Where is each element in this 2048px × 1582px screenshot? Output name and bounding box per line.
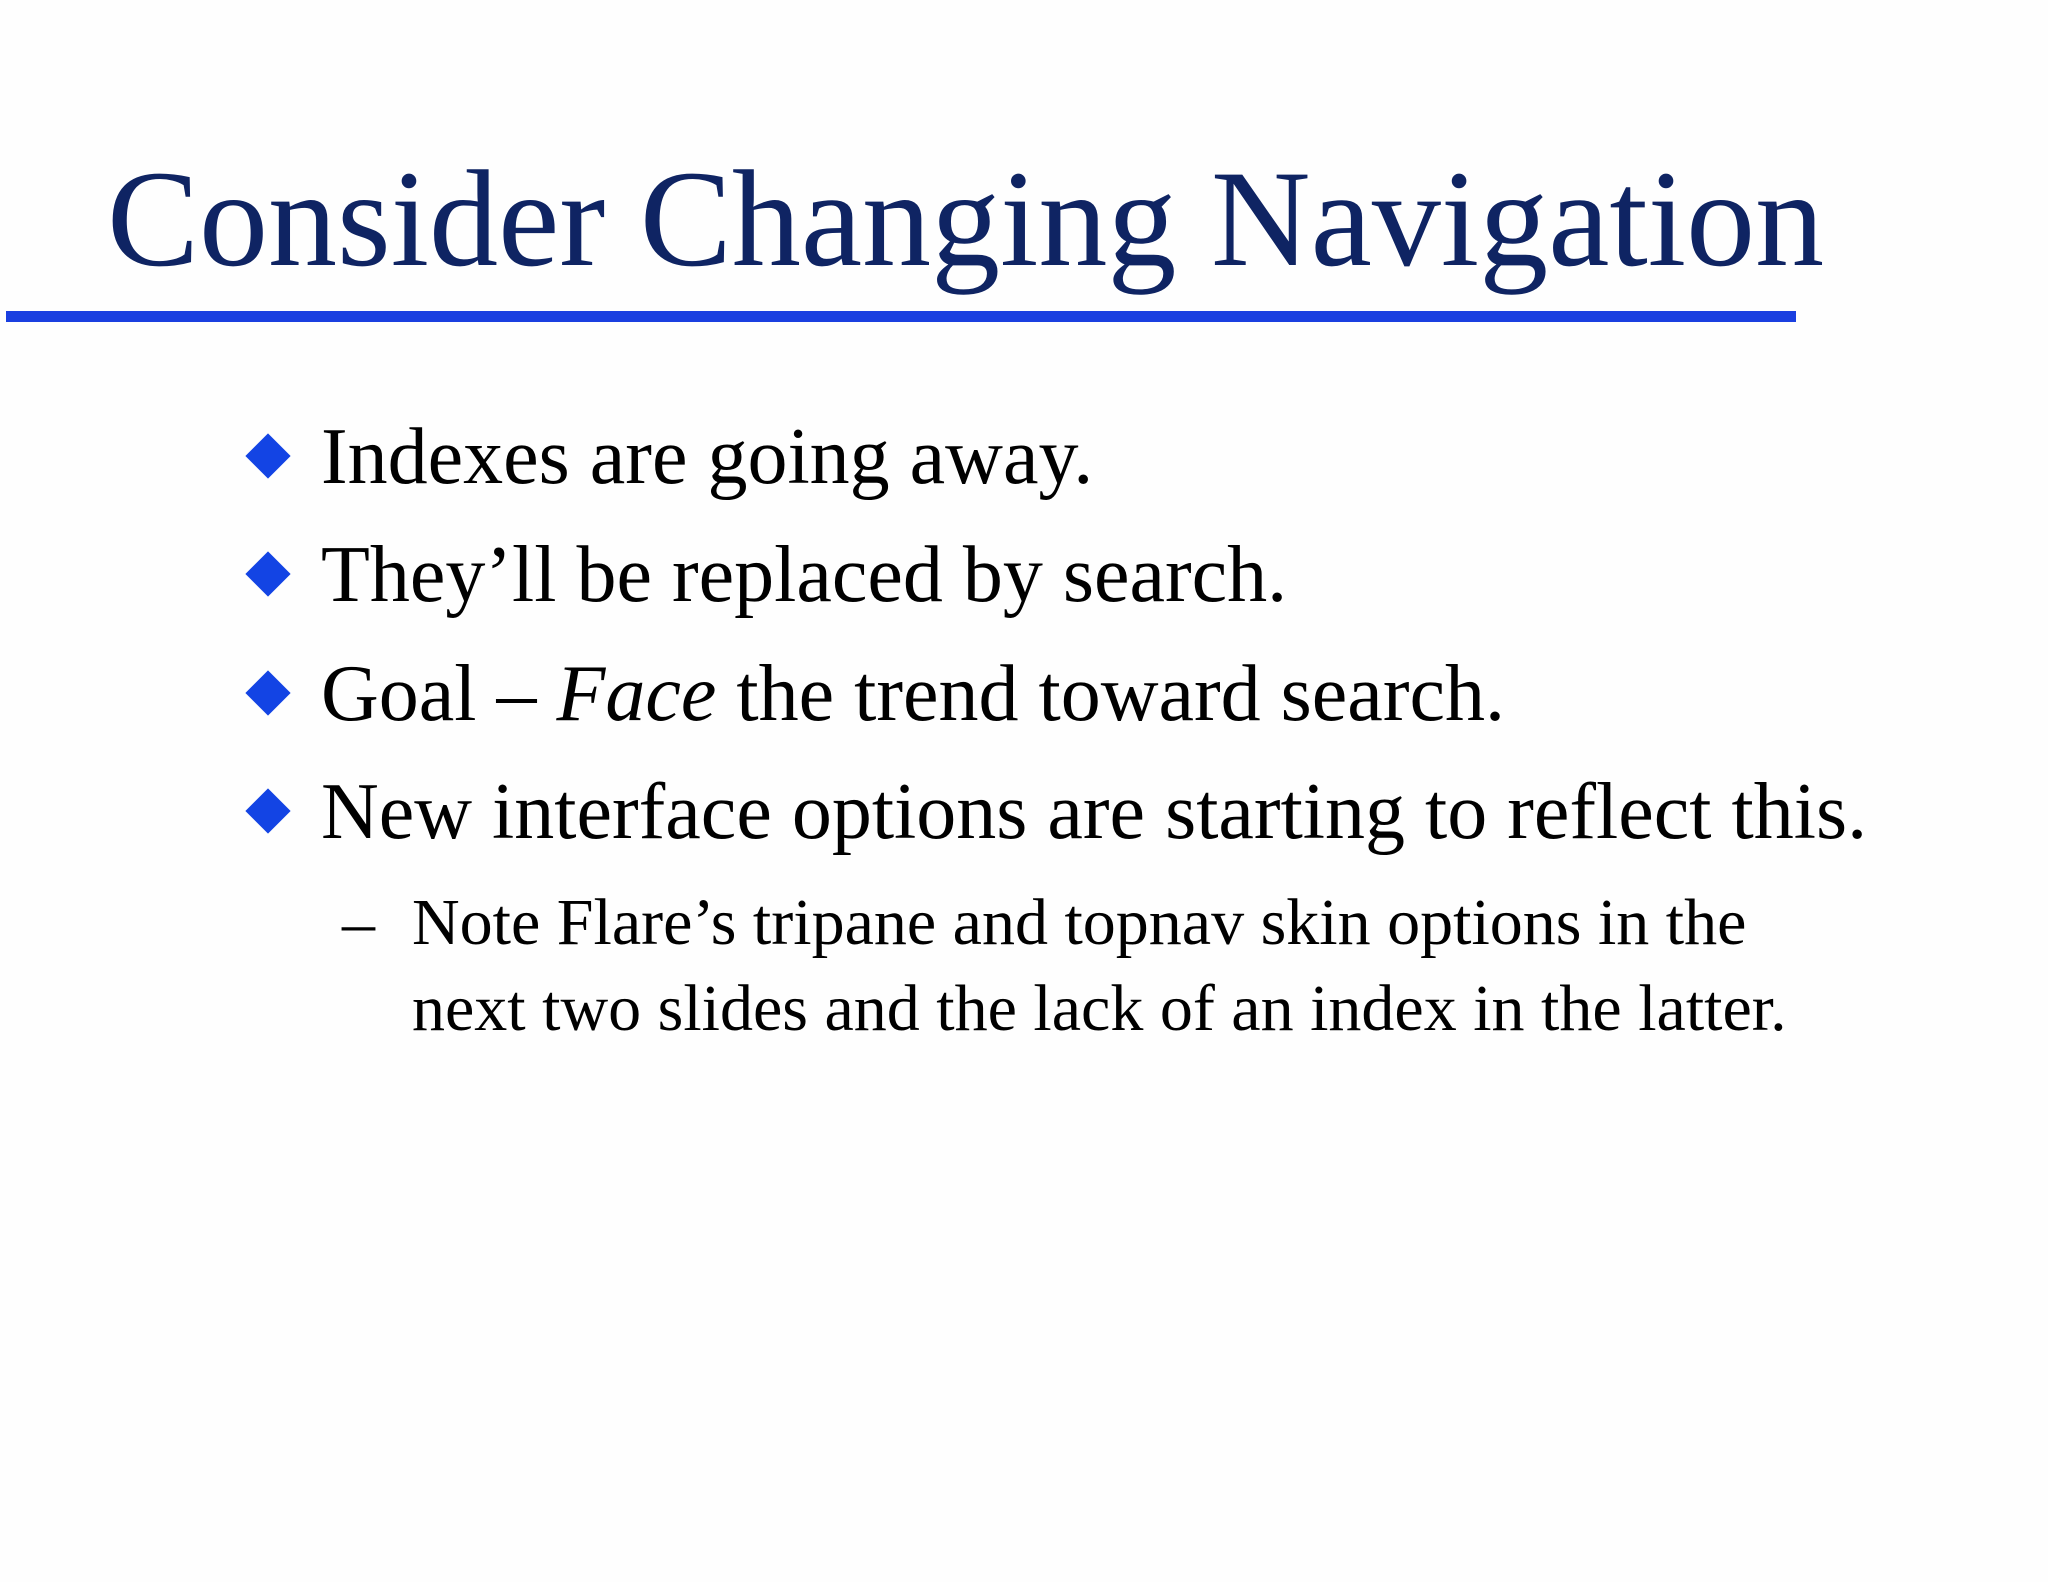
bullet-text: They’ll be replaced by search.	[321, 531, 1288, 619]
sub-bullet-line: Note Flare’s tripane and topnav skin options in the	[412, 886, 1747, 959]
slide-title: Consider Changing Navigation	[107, 142, 1825, 295]
diamond-bullet-icon	[245, 551, 290, 596]
diamond-bullet-icon	[245, 788, 290, 833]
diamond-bullet-icon	[245, 433, 290, 478]
title-underline	[6, 311, 1796, 322]
sub-bullet-text	[412, 880, 1912, 1052]
bullet-text-lead: Goal –	[321, 650, 557, 738]
bullet-text	[321, 649, 1505, 739]
sub-bullet-line: next two slides and the lack of an index in the latter.	[412, 972, 1787, 1045]
bullet-text: Indexes are going away.	[321, 413, 1094, 501]
bullet-text-emphasis: Face	[556, 650, 717, 738]
dash-marker: –	[342, 886, 375, 959]
bullet-text-tail: the trend toward search.	[716, 650, 1505, 738]
diamond-bullet-icon	[245, 670, 290, 715]
bullet-text: New interface options are starting to reflect this.	[321, 768, 1868, 856]
